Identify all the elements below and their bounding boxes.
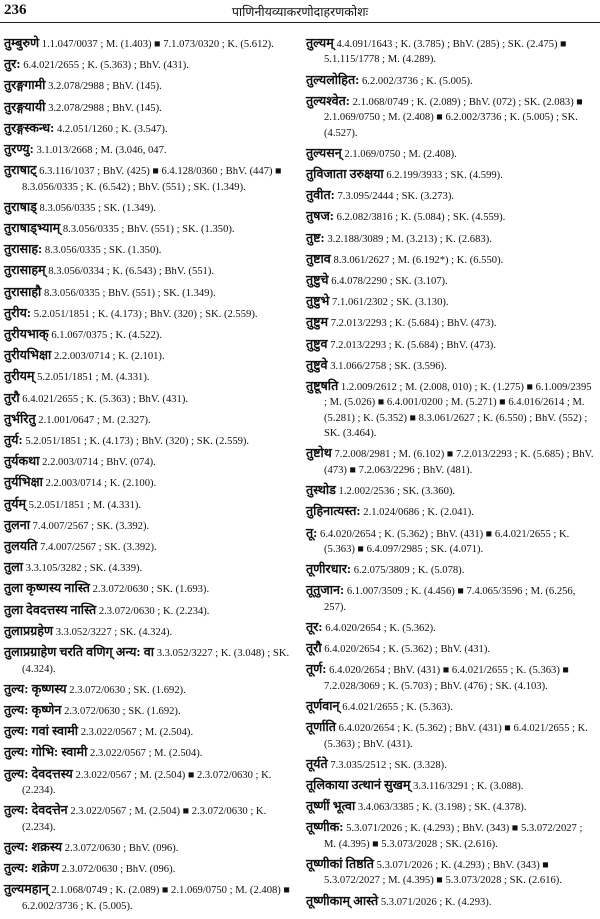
- entry-references: 5.2.051/1851 ; M. (4.331).: [37, 372, 150, 384]
- entry-headword: तुष्टुम: [306, 315, 329, 330]
- entry-headword: तुलाप्रग्रहेण: [4, 623, 54, 638]
- dictionary-entry: [4, 518, 296, 534]
- dictionary-entry: [306, 315, 596, 331]
- entry-references: 6.4.021/2655 ; K. (5.363) ; BhV. (431).: [23, 60, 189, 72]
- entry-headword: तुरासाहम्: [4, 263, 46, 278]
- entry-references: 4.2.051/1260 ; K. (3.547).: [56, 123, 168, 135]
- entry-references: 3.1.013/2668 ; M. (3.046, 047.: [36, 145, 167, 157]
- dictionary-entry: [4, 539, 296, 555]
- dictionary-entry: [306, 94, 596, 141]
- entry-references: 7.4.007/2567 ; SK. (3.392).: [32, 520, 150, 532]
- dictionary-entry: [4, 285, 296, 301]
- entry-headword: तुर्यभिक्षा: [4, 475, 43, 490]
- entry-headword: तूणीरधार:: [306, 562, 352, 577]
- dictionary-entry: [306, 526, 596, 558]
- dictionary-entry: [4, 882, 296, 914]
- entry-references: 6.4.020/2654 ; K. (5.362).: [325, 622, 436, 634]
- dictionary-entry: [4, 497, 296, 513]
- dictionary-entry: [306, 294, 596, 310]
- entry-references: 7.3.035/2512 ; SK. (3.328).: [330, 759, 447, 771]
- entry-references: 8.3.056/0335 ; SK. (1.350).: [44, 245, 162, 257]
- entry-headword: तूर्णाति: [306, 720, 336, 735]
- entry-headword: तुराषाड्भ्याम्: [4, 221, 61, 236]
- entry-headword: तुरङ्गयायी: [4, 99, 46, 114]
- dictionary-entry: [4, 327, 296, 343]
- entry-references: 6.4.078/2290 ; SK. (3.107).: [331, 276, 448, 288]
- dictionary-entry: [306, 483, 596, 499]
- entry-headword: तुर्य:: [4, 433, 23, 448]
- entry-references: 8.3.056/0335 ; SK. (1.349).: [39, 202, 157, 214]
- entry-references: 3.3.116/3291 ; K. (3.088).: [413, 780, 524, 792]
- entry-headword: तूर:: [306, 619, 323, 634]
- entry-references: 3.3.052/3227 ; K. (3.048) ; SK. (4.324).: [22, 648, 290, 675]
- entry-headword: तुष्टुभे: [306, 294, 330, 309]
- entry-headword: तुल्यम्: [306, 36, 334, 50]
- entry-references: 2.3.022/0567 ; M. (2.504).: [90, 748, 203, 760]
- entry-references: 2.1.069/0750 ; M. (2.408).: [344, 148, 457, 160]
- dictionary-entry: [306, 36, 596, 68]
- entry-headword: तुला देवदत्तस्य नास्ति: [4, 602, 97, 617]
- entry-references: 6.4.021/2655 ; K. (5.363).: [342, 701, 453, 713]
- dictionary-entry: [4, 263, 296, 279]
- entry-references: 2.3.072/0630 ; K. (2.234).: [98, 605, 210, 617]
- entry-headword: तुर्भरितु: [4, 411, 36, 426]
- entry-references: 8.3.056/0334 ; K. (6.543) ; BhV. (551).: [48, 266, 215, 278]
- dictionary-entry: [4, 221, 296, 237]
- entry-headword: तुरङ्गगामी: [4, 78, 46, 93]
- entry-references: 3.2.188/3089 ; M. (3.213) ; K. (2.683).: [327, 233, 492, 245]
- entry-references: 5.3.071/2026 ; K. (4.293) ; BhV. (343) ■ 5.3.072/2027 ; M. (4.395) ■ 5.3.073/2028 ; SK. (2.616).: [324, 859, 562, 887]
- right-column: [306, 36, 596, 915]
- dictionary-entry: [306, 662, 596, 694]
- entry-references: 7.1.061/2302 ; SK. (3.130).: [332, 297, 449, 309]
- entry-headword: तुष्टुवे: [306, 357, 328, 372]
- dictionary-entry: [306, 799, 596, 815]
- entry-references: 2.3.072/0630 ; SK. (1.693).: [92, 584, 210, 596]
- entry-references: 2.1.024/0686 ; K. (2.041).: [363, 507, 474, 519]
- dictionary-entry: [4, 57, 296, 73]
- entry-headword: तुरासाह:: [4, 242, 43, 257]
- entry-references: 6.3.116/1037 ; BhV. (425) ■ 6.4.128/0360 ; BhV. (447) ■ 8.3.056/0335 ; K. (6.542) ; BhV. (551) ; SK. (1.349).: [22, 166, 282, 193]
- entry-references: 5.2.051/1851 ; M. (4.331).: [28, 499, 142, 511]
- entry-references: 8.3.061/2627 ; M. (6.192*) ; K. (6.550).: [333, 254, 504, 266]
- entry-references: 5.2.051/1851 ; K. (4.173) ; BhV. (320) ; SK. (2.559).: [33, 308, 258, 320]
- dictionary-entry: [306, 641, 596, 657]
- entry-references: 7.4.007/2567 ; SK. (3.392).: [40, 542, 157, 554]
- entry-references: 6.4.020/2654 ; K. (5.362) ; BhV. (431) ■ 6.4.021/2655 ; K. (5.363) ■ 6.4.097/2985 ; SK. (4.071).: [320, 528, 570, 555]
- entry-references: 2.3.072/0630 ; BhV. (096).: [64, 842, 179, 854]
- dictionary-entry: [4, 682, 296, 698]
- entry-headword: तुराषाट्: [4, 163, 37, 178]
- entry-headword: तुस्थोड: [306, 483, 336, 498]
- entry-headword: तुविजाता उरुक्षया: [306, 167, 384, 182]
- dictionary-entry: [306, 699, 596, 715]
- entry-references: 5.2.051/1851 ; K. (4.173) ; BhV. (320) ; SK. (2.559).: [25, 436, 250, 448]
- entry-headword: तुल्य: गवां स्वामी: [4, 724, 79, 739]
- entry-references: 3.3.052/3227 ; SK. (4.324).: [55, 626, 173, 638]
- entry-headword: तूष्णीकाम् आस्ते: [306, 893, 379, 908]
- entry-headword: तुरौ: [4, 390, 20, 405]
- entry-references: 6.1.007/3509 ; K. (4.456) ■ 7.4.065/3596 ; M. (6.256, 257).: [324, 586, 576, 613]
- entry-references: 7.2.008/2981 ; M. (6.102) ■ 7.2.013/2293 ; K. (5.685) ; BhV. (473) ■ 7.2.063/2296 ; BhV. (481).: [324, 449, 594, 476]
- dictionary-entry: [4, 163, 296, 195]
- entry-headword: तुष्टोथ: [306, 446, 332, 461]
- entry-references: 7.2.013/2293 ; K. (5.684) ; BhV. (473).: [330, 339, 496, 351]
- entry-references: 6.2.082/3816 ; K. (5.084) ; SK. (4.559).: [336, 212, 506, 224]
- entry-headword: तुल्यश्वेत:: [306, 93, 350, 108]
- entry-headword: तुलाप्रग्राहेण चरति वणिग् अन्य: वा: [4, 645, 155, 660]
- entry-references: 2.3.022/0567 ; M. (2.504) ■ 2.3.072/0630 ; K. (2.234).: [22, 769, 272, 796]
- entry-references: 6.2.075/3809 ; K. (5.078).: [353, 565, 465, 577]
- running-title: पाणिनीयव्याकरणोदाहरणकोशः: [231, 5, 369, 19]
- entry-headword: तुहिनात्यस्त:: [306, 504, 361, 519]
- entry-references: 2.1.068/0749 ; K. (2.089) ; BhV. (072) ; SK. (2.083) ■ 2.1.069/0750 ; M. (2.408) ■ 6.2.002/3736 ; K. (5.005) ; SK. (4.527).: [324, 96, 583, 139]
- entry-references: 7.2.013/2293 ; K. (5.684) ; BhV. (473).: [330, 318, 497, 330]
- entry-references: 3.2.078/2988 ; BhV. (145).: [48, 102, 162, 114]
- dictionary-entry: [4, 36, 296, 52]
- entry-headword: तुल्य: शक्रस्य: [4, 839, 63, 854]
- dictionary-entry: [306, 252, 596, 268]
- entry-references: 1.2.002/2536 ; SK. (3.360).: [338, 486, 456, 498]
- entry-references: 5.3.071/2026 ; K. (4.293).: [380, 896, 492, 908]
- dictionary-entry: [4, 475, 296, 491]
- entry-headword: तू:: [306, 525, 318, 540]
- entry-headword: तुरासाहौ: [4, 284, 42, 299]
- entry-references: 8.3.056/0335 ; BhV. (551) ; SK. (1.350).: [62, 224, 235, 236]
- entry-headword: तुल्य: देवदत्तेन: [4, 803, 68, 818]
- entry-references: 5.3.071/2026 ; K. (4.293) ; BhV. (343) ■ 5.3.072/2027 ; M. (4.395) ■ 5.3.073/2028 ; SK. (2.616).: [324, 823, 583, 850]
- entry-references: 2.2.003/0714 ; K. (2.101).: [53, 351, 165, 363]
- entry-headword: तुल्य: गोभि: स्वामी: [4, 745, 88, 760]
- dictionary-entry: [306, 167, 596, 183]
- dictionary-entry: [306, 620, 596, 636]
- dictionary-entry: [306, 757, 596, 773]
- dictionary-entry: [306, 504, 596, 520]
- entry-headword: तुरीय:: [4, 305, 32, 320]
- entry-headword: तुष्टुव: [306, 336, 328, 351]
- dictionary-entry: [306, 583, 596, 615]
- entry-references: 2.2.003/0714 ; K. (2.100).: [45, 478, 157, 490]
- entry-references: 2.3.072/0630 ; BhV. (096).: [61, 863, 176, 875]
- dictionary-entry: [4, 454, 296, 470]
- dictionary-entry: [4, 121, 296, 137]
- dictionary-entry: [4, 369, 296, 385]
- dictionary-entry: [4, 560, 296, 576]
- dictionary-entry: [306, 894, 596, 910]
- entry-headword: तुरीयम्: [4, 369, 35, 384]
- dictionary-entry: [4, 624, 296, 640]
- dictionary-entry: [306, 73, 596, 89]
- dictionary-entry: [306, 358, 596, 374]
- entry-headword: तुराषाड्: [4, 199, 37, 214]
- entry-headword: तुल्यलोहित:: [306, 72, 360, 87]
- entry-references: 6.4.021/2655 ; K. (5.363) ; BhV. (431).: [22, 393, 189, 405]
- entry-headword: तुरङ्गस्कन्ध:: [4, 120, 55, 135]
- entry-references: 2.1.001/0647 ; M. (2.327).: [38, 414, 151, 426]
- dictionary-entry: [4, 391, 296, 407]
- dictionary-entry: [4, 861, 296, 877]
- entry-headword: तूर्यते: [306, 756, 328, 771]
- dictionary-entry: [4, 603, 296, 619]
- entry-references: 6.2.002/3736 ; K. (5.005).: [362, 75, 473, 87]
- dictionary-entry: [4, 142, 296, 158]
- entry-references: 6.4.020/2654 ; K. (5.362) ; BhV. (431).: [324, 644, 491, 656]
- entry-headword: तूरौ: [306, 641, 322, 656]
- dictionary-entry: [306, 446, 596, 478]
- entry-references: 6.4.020/2654 ; K. (5.362) ; BhV. (431) ■ 6.4.021/2655 ; K. (5.363) ; BhV. (431).: [324, 723, 588, 750]
- entry-headword: तुलना: [4, 517, 30, 532]
- entry-headword: तुलयति: [4, 539, 38, 554]
- dictionary-entry: [4, 412, 296, 428]
- left-column: [4, 36, 296, 919]
- entry-headword: तुल्य: कृष्णस्य: [4, 681, 67, 696]
- entry-headword: तुर्यम्: [4, 496, 27, 511]
- dictionary-entry: [306, 209, 596, 225]
- entry-references: 3.4.063/3385 ; K. (3.198) ; SK. (4.378).: [357, 802, 527, 814]
- dictionary-entry: [4, 840, 296, 856]
- entry-headword: तुल्य: देवदत्तस्य: [4, 766, 73, 781]
- entry-headword: तूष्णीं भूत्वा: [306, 799, 356, 814]
- dictionary-entry: [306, 562, 596, 578]
- dictionary-entry: [306, 231, 596, 247]
- entry-headword: तुम्बुरुणे: [4, 36, 40, 50]
- entry-headword: तूष्णीकां तिष्ठति: [306, 856, 374, 871]
- entry-headword: तुरीयभिक्षा: [4, 348, 52, 363]
- dictionary-entry: [4, 100, 296, 116]
- entry-headword: तूर्ण:: [306, 662, 327, 677]
- entry-headword: तुष्टाव: [306, 251, 331, 266]
- entry-headword: तुल्य: शक्रेण: [4, 860, 59, 875]
- entry-references: 2.3.022/0567 ; M. (2.504).: [80, 727, 194, 739]
- dictionary-entry: [4, 724, 296, 740]
- page-header: [0, 0, 600, 23]
- dictionary-entry: [4, 78, 296, 94]
- dictionary-entry: [4, 242, 296, 258]
- dictionary-entry: [306, 778, 596, 794]
- dictionary-entry: [4, 581, 296, 597]
- entry-headword: तुर्यकथा: [4, 454, 40, 469]
- dictionary-entry: [306, 337, 596, 353]
- dictionary-entry: [306, 273, 596, 289]
- dictionary-entry: [306, 720, 596, 752]
- dictionary-entry: [306, 820, 596, 852]
- entry-references: 6.1.067/0375 ; K. (4.522).: [51, 330, 162, 342]
- entry-headword: तुला कृष्णस्य नास्ति: [4, 581, 90, 596]
- entry-references: 1.2.009/2612 ; M. (2.008, 010) ; K. (1.275) ■ 6.1.009/2395 ; M. (5.026) ■ 6.4.001/0200 ; M. (5.271) ■ 6.4.016/2614 ; M. (5.281) ; K. (5.352) ■ 8.3.061/2627 ; K. (6.550) ; BhV. (552) ; SK. (3.464).: [324, 382, 592, 440]
- entry-headword: तुल्यसन्: [306, 145, 342, 160]
- dictionary-entry: [4, 200, 296, 216]
- dictionary-entry: [306, 379, 596, 442]
- entry-headword: तुला: [4, 560, 23, 575]
- dictionary-entry: [4, 703, 296, 719]
- entry-headword: तूतुजान:: [306, 583, 345, 598]
- entry-headword: तुष्टुचे: [306, 273, 329, 288]
- entry-references: 2.3.022/0567 ; M. (2.504) ■ 2.3.072/0630 ; K. (2.234).: [22, 806, 267, 833]
- entry-headword: तुरीयभाक्: [4, 327, 49, 342]
- dictionary-entry: [306, 188, 596, 204]
- dictionary-entry: [4, 745, 296, 761]
- entry-headword: तूलिकाया उत्थानं सुखम्: [306, 777, 411, 792]
- entry-references: 3.3.105/3282 ; SK. (4.339).: [25, 563, 143, 575]
- entry-headword: तुषज:: [306, 209, 334, 224]
- entry-headword: तुरण्यु:: [4, 142, 34, 157]
- dictionary-entry: [4, 348, 296, 364]
- entry-references: 3.1.066/2758 ; SK. (3.596).: [330, 360, 447, 372]
- entry-headword: तुर:: [4, 57, 21, 72]
- entry-references: 8.3.056/0335 ; BhV. (551) ; SK. (1.349).: [43, 287, 216, 299]
- entry-headword: तूष्णीक:: [306, 820, 344, 835]
- entry-references: 1.1.047/0037 ; M. (1.403) ■ 7.1.073/0320 ; K. (5.612).: [41, 39, 274, 50]
- dictionary-entry: [4, 433, 296, 449]
- entry-headword: तुवीत:: [306, 188, 335, 203]
- entry-headword: तुष्टूषति: [306, 379, 339, 394]
- page-number: 236: [4, 2, 27, 18]
- dictionary-entry: [4, 645, 296, 677]
- entry-headword: तुल्य: कृष्णेन: [4, 702, 62, 717]
- entry-headword: तुल्यमहान्: [4, 882, 49, 897]
- entry-references: 2.3.072/0630 ; SK. (1.692).: [64, 705, 181, 717]
- entry-references: 2.2.003/0714 ; BhV. (074).: [42, 457, 156, 469]
- dictionary-entry: [4, 306, 296, 322]
- dictionary-entry: [306, 857, 596, 889]
- entry-references: 6.2.199/3933 ; SK. (4.599).: [386, 170, 503, 182]
- entry-references: 6.4.020/2654 ; BhV. (431) ■ 6.4.021/2655 ; K. (5.363) ■ 7.2.028/3069 ; K. (5.703) ; BhV. (476) ; SK. (4.103).: [324, 665, 569, 692]
- entry-references: 7.3.095/2444 ; SK. (3.273).: [337, 191, 455, 203]
- entry-references: 2.1.068/0749 ; K. (2.089) ■ 2.1.069/0750 ; M. (2.408) ■ 6.2.002/3736 ; K. (5.005).: [22, 885, 290, 912]
- entry-references: 3.2.078/2988 ; BhV. (145).: [48, 81, 162, 93]
- entry-references: 4.4.091/1643 ; K. (3.785) ; BhV. (285) ; SK. (2.475) ■ 5.1.115/1778 ; M. (4.289).: [324, 39, 567, 66]
- dictionary-entry: [4, 803, 296, 835]
- dictionary-entry: [4, 767, 296, 799]
- entry-headword: तुष्ट:: [306, 230, 325, 245]
- entry-references: 2.3.072/0630 ; SK. (1.692).: [69, 684, 186, 696]
- entry-headword: तूर्णवान्: [306, 698, 340, 713]
- dictionary-entry: [306, 146, 596, 162]
